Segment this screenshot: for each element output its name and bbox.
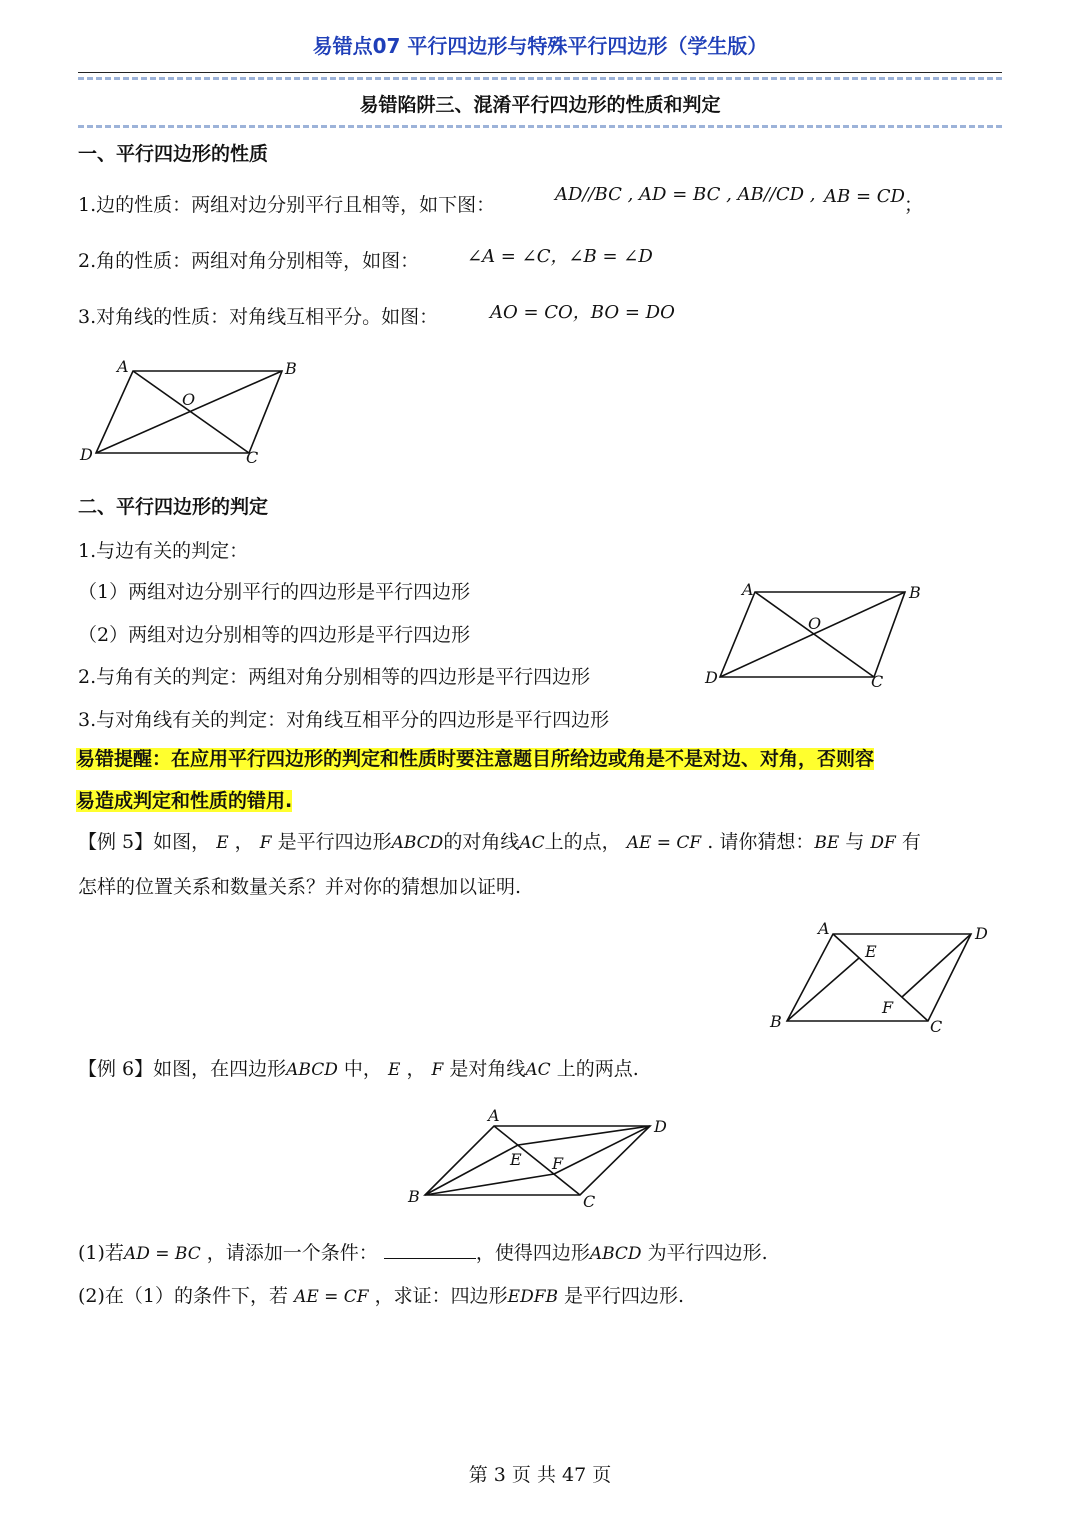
example6-q2-text: (2)在（1）的条件下，若 <box>78 1285 289 1307</box>
example6-text: 【例 6】如图，在四边形 <box>78 1058 287 1080</box>
example5-text: 与 <box>845 831 865 853</box>
property-diagonals-math: AO = CO，BO = DO <box>490 302 675 323</box>
example6-q1-text: (1)若 <box>78 1242 124 1264</box>
page-number-footer: 第 3 页 共 47 页 <box>468 1464 612 1486</box>
property-sides-text: 1.边的性质：两组对边分别平行且相等，如下图： <box>78 194 496 216</box>
property-diagonals-text: 3.对角线的性质：对角线互相平分。如图： <box>78 306 439 328</box>
example5-text: 上的点， <box>544 831 621 853</box>
error-reminder <box>76 738 1000 822</box>
parallelogram-figure-2 <box>698 575 938 695</box>
figure4-label-d: D <box>654 1117 667 1136</box>
figure2-diagonal-ac <box>755 592 874 677</box>
example6-var-abcd: ABCD <box>286 1060 338 1080</box>
figure2-label-o: O <box>808 614 822 633</box>
example6-question-1 <box>78 1231 1004 1276</box>
figure1-diagonal-ac <box>133 371 249 453</box>
figure3-label-e: E <box>865 942 877 961</box>
example5-text: 是平行四边形 <box>277 831 392 853</box>
example-6 <box>78 1047 1004 1092</box>
example5-text: 的对角线 <box>443 831 520 853</box>
property-sides-math: AD//BC , AD = BC , AB//CD , <box>555 184 816 205</box>
example5-var-f: F <box>259 833 272 853</box>
criteria-sides: 1.与边有关的判定： <box>78 540 249 562</box>
example5-text: . 请你猜想： <box>707 831 815 853</box>
criteria-sides-2: （2）两组对边分别相等的四边形是平行四边形 <box>78 624 471 646</box>
property-sides-end: ； <box>904 194 924 216</box>
example6-var-ac: AC <box>525 1060 551 1080</box>
answer-blank[interactable] <box>384 1240 476 1259</box>
example6-q2-text: ，求证：四边形 <box>374 1285 508 1307</box>
criteria-diagonals: 3.与对角线有关的判定：对角线互相平分的四边形是平行四边形 <box>78 709 610 731</box>
quadrilateral-figure-4 <box>400 1105 690 1210</box>
example6-q1-text: ，使得四边形 <box>475 1242 590 1264</box>
figure2-label-b: B <box>909 583 921 602</box>
example6-text: 是对角线 <box>449 1058 526 1080</box>
example6-var-e: E <box>387 1060 401 1080</box>
figure1-label-o: O <box>182 390 196 409</box>
dashed-divider-bottom <box>78 125 1002 128</box>
figure3-segment-df <box>902 934 971 997</box>
figure1-label-b: B <box>285 359 297 378</box>
parallelogram-figure-1 <box>70 350 330 470</box>
example6-text: ， <box>406 1058 426 1080</box>
figure4-label-e: E <box>510 1150 522 1169</box>
example5-var-df: DF <box>870 833 896 853</box>
property-angles-text: 2.角的性质：两组对角分别相等，如图： <box>78 250 420 272</box>
example6-q1-equation: AD = BC <box>123 1244 201 1264</box>
figure3-parallelogram <box>787 934 971 1021</box>
figure2-label-d: D <box>705 668 718 687</box>
example6-q2-text: 是平行四边形. <box>564 1285 685 1307</box>
figure3-label-b: B <box>770 1012 782 1031</box>
example5-text: 有 <box>901 831 921 853</box>
example-5 <box>78 820 1004 909</box>
example6-q1-text: 为平行四边形. <box>647 1242 768 1264</box>
example5-text: ， <box>234 831 254 853</box>
figure4-label-b: B <box>408 1187 420 1206</box>
figure3-label-d: D <box>975 924 988 943</box>
example6-text: 上的两点. <box>556 1058 639 1080</box>
property-angles-math: ∠A = ∠C，∠B = ∠D <box>467 246 653 267</box>
figure3-label-f: F <box>882 998 894 1017</box>
figure2-diagonal-bd <box>720 592 905 677</box>
figure4-label-f: F <box>552 1154 564 1173</box>
criteria-angles: 2.与角有关的判定：两组对角分别相等的四边形是平行四边形 <box>78 666 591 688</box>
example5-var-be: BE <box>814 833 840 853</box>
section2-heading: 二、平行四边形的判定 <box>78 496 269 518</box>
figure3-label-c: C <box>930 1017 943 1036</box>
example5-var-e: E <box>216 833 229 853</box>
example6-text: 中， <box>343 1058 382 1080</box>
section1-heading: 一、平行四边形的性质 <box>78 143 269 165</box>
example6-var-f: F <box>431 1060 444 1080</box>
parallelogram-figure-3 <box>760 915 1000 1040</box>
error-reminder-line2: 易造成判定和性质的错用. <box>76 790 293 812</box>
example6-q1-text: ，请添加一个条件： <box>206 1242 378 1264</box>
figure3-segment-be <box>787 958 859 1021</box>
document-header-title: 易错点07 平行四边形与特殊平行四边形（学生版） <box>312 34 768 58</box>
figure2-label-c: C <box>871 672 884 691</box>
example5-var-ac: AC <box>519 833 545 853</box>
example6-q1-var-abcd: ABCD <box>589 1244 642 1264</box>
figure3-diagonal-ac <box>833 934 928 1021</box>
figure1-label-d: D <box>80 445 93 464</box>
example6-question-2 <box>78 1274 1004 1319</box>
example5-var-abcd: ABCD <box>391 833 444 853</box>
section-subtitle: 易错陷阱三、混淆平行四边形的性质和判定 <box>359 94 721 116</box>
figure2-label-a: A <box>742 580 754 599</box>
figure1-label-c: C <box>246 448 259 467</box>
example6-q2-var-edfb: EDFB <box>507 1287 558 1307</box>
property-sides-math-2: AB = CD <box>824 186 905 207</box>
example6-q2-equation: AE = CF <box>294 1287 369 1307</box>
property-sides <box>78 190 495 217</box>
figure4-diagonal-ac <box>494 1126 580 1195</box>
criteria-sides-1: （1）两组对边分别平行的四边形是平行四边形 <box>78 581 471 603</box>
example5-equation: AE = CF <box>626 833 702 853</box>
figure4-label-c: C <box>583 1192 596 1210</box>
example5-text: 【例 5】如图， <box>78 831 211 853</box>
dashed-divider-top <box>78 77 1002 80</box>
figure4-label-a: A <box>488 1106 500 1125</box>
figure3-label-a: A <box>818 919 830 938</box>
error-reminder-line1: 易错提醒：在应用平行四边形的判定和性质时要注意题目所给边或角是不是对边、对角，否则容 <box>76 748 875 770</box>
figure1-label-a: A <box>117 357 129 376</box>
header-rule <box>78 72 1002 73</box>
example5-question: 怎样的位置关系和数量关系？并对你的猜想加以证明. <box>78 876 522 898</box>
